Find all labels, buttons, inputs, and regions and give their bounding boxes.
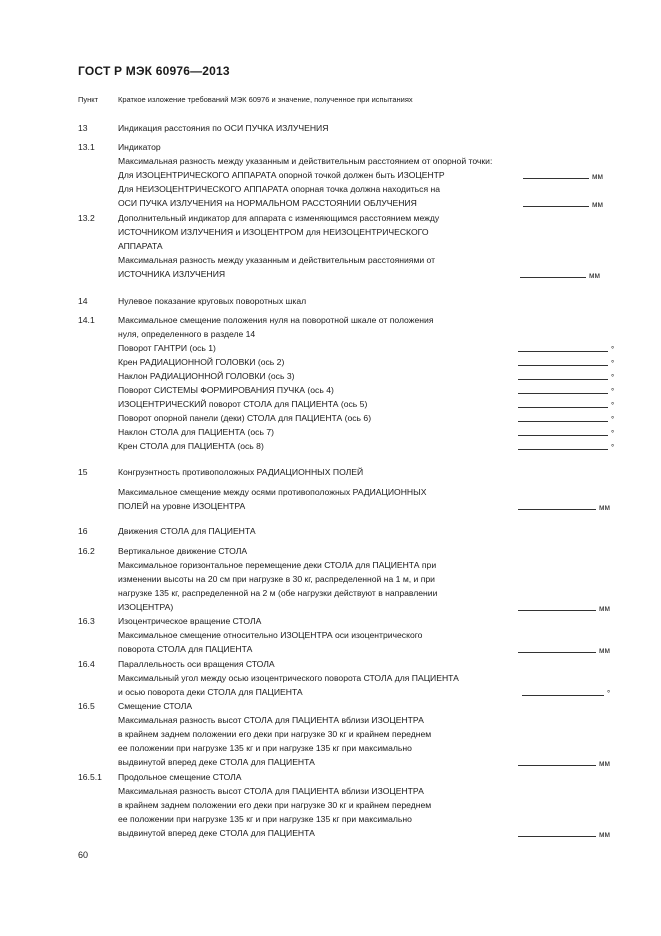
axis-line: ИЗОЦЕНТРИЧЕСКИЙ поворот СТОЛА для ПАЦИЕНТА (ось 5) — [118, 399, 368, 409]
value-field: ° — [518, 427, 614, 438]
text-line: Максимальная разность высот СТОЛА для ПАЦИЕНТА вблизи ИЗОЦЕНТРА — [118, 715, 424, 725]
axis-line: Крен СТОЛА для ПАЦИЕНТА (ось 8) — [118, 441, 264, 451]
text-line: выдвинутой вперед деке СТОЛА для ПАЦИЕНТА — [118, 828, 315, 838]
text-line: Максимальная разность между указанным и действительным расстоянием от опорной точки: — [118, 156, 493, 166]
text-line: нагрузке 135 кг, распределенной на 2 м (обе нагрузки действуют в направлении — [118, 588, 438, 598]
value-field: ° — [518, 385, 614, 396]
text-line: Дополнительный индикатор для аппарата с изменяющимся расстоянием между — [118, 213, 440, 223]
value-field: ° — [518, 413, 614, 424]
value-field: мм — [518, 501, 610, 512]
value-field: мм — [523, 198, 603, 209]
text-line: ПОЛЕЙ на уровне ИЗОЦЕНТРА — [118, 501, 246, 511]
section-heading: Индикация расстояния по ОСИ ПУЧКА ИЗЛУЧЕНИЯ — [118, 123, 329, 133]
item-title: Изоцентрическое вращение СТОЛА — [118, 616, 262, 626]
axis-line: Поворот опорной панели (деки) СТОЛА для ПАЦИЕНТА (ось 6) — [118, 413, 372, 423]
item-title: Параллельность оси вращения СТОЛА — [118, 659, 275, 669]
text-line: ее положении при нагрузке 135 кг и при нагрузке 135 кг при максимально — [118, 743, 412, 753]
document-title: ГОСТ Р МЭК 60976—2013 — [78, 64, 230, 78]
value-field: мм — [518, 828, 610, 839]
value-field: мм — [518, 602, 610, 613]
text-line: Для ИЗОЦЕНТРИЧЕСКОГО АППАРАТА опорной точкой должен быть ИЗОЦЕНТР — [118, 170, 445, 180]
item-title: Индикатор — [118, 142, 161, 152]
text-line: и осью поворота деки СТОЛА для ПАЦИЕНТА — [118, 687, 303, 697]
item-number: 16.4 — [78, 659, 95, 669]
axis-line: Крен РАДИАЦИОННОЙ ГОЛОВКИ (ось 2) — [118, 357, 285, 367]
text-line: выдвинутой вперед деке СТОЛА для ПАЦИЕНТА — [118, 757, 315, 767]
item-number: 13 — [78, 123, 88, 133]
value-field: ° — [522, 687, 610, 698]
item-number: 13.2 — [78, 213, 95, 223]
item-number: 16.2 — [78, 546, 95, 556]
value-field: мм — [520, 269, 600, 280]
value-field: ° — [518, 357, 614, 368]
column-header-item: Пункт — [78, 95, 99, 104]
text-line: поворота СТОЛА для ПАЦИЕНТА — [118, 644, 253, 654]
item-number: 16 — [78, 526, 88, 536]
page-number: 60 — [78, 850, 89, 860]
text-line: в крайнем заднем положении его деки при нагрузке 30 кг и крайнем переднем — [118, 729, 432, 739]
text-line: Максимальное смещение между осями противоположных РАДИАЦИОННЫХ — [118, 487, 427, 497]
item-title: Продольное смещение СТОЛА — [118, 772, 242, 782]
text-line: ИСТОЧНИКА ИЗЛУЧЕНИЯ — [118, 269, 226, 279]
text-line: Для НЕИЗОЦЕНТРИЧЕСКОГО АППАРАТА опорная точка должна находиться на — [118, 184, 441, 194]
text-line: нуля, определенного в разделе 14 — [118, 329, 256, 339]
text-line: ОСИ ПУЧКА ИЗЛУЧЕНИЯ на НОРМАЛЬНОМ РАССТОЯНИИ ОБЛУЧЕНИЯ — [118, 198, 417, 208]
text-line: АППАРАТА — [118, 241, 163, 251]
axis-line: Наклон СТОЛА для ПАЦИЕНТА (ось 7) — [118, 427, 274, 437]
value-field: мм — [518, 644, 610, 655]
text-line: Максимальный угол между осью изоцентрического поворота СТОЛА для ПАЦИЕНТА — [118, 673, 459, 683]
item-number: 15 — [78, 467, 88, 477]
text-line: Максимальная разность высот СТОЛА для ПАЦИЕНТА вблизи ИЗОЦЕНТРА — [118, 786, 424, 796]
text-line: изменении высоты на 20 см при нагрузке в 30 кг, распределенной на 1 м, и при — [118, 574, 435, 584]
axis-line: Поворот СИСТЕМЫ ФОРМИРОВАНИЯ ПУЧКА (ось 4) — [118, 385, 334, 395]
text-line: Максимальная разность между указанным и действительным расстояниями от — [118, 255, 436, 265]
text-line: Максимальное смещение относительно ИЗОЦЕНТРА оси изоцентрического — [118, 630, 423, 640]
item-number: 16.3 — [78, 616, 95, 626]
value-field: мм — [518, 757, 610, 768]
item-number: 16.5.1 — [78, 772, 102, 782]
text-line: Максимальное смещение положения нуля на поворотной шкале от положения — [118, 315, 434, 325]
axis-line: Наклон РАДИАЦИОННОЙ ГОЛОВКИ (ось 3) — [118, 371, 295, 381]
item-number: 16.5 — [78, 701, 95, 711]
value-field: ° — [518, 371, 614, 382]
text-line: ИЗОЦЕНТРА) — [118, 602, 174, 612]
value-field: ° — [518, 343, 614, 354]
text-line: Максимальное горизонтальное перемещение деки СТОЛА для ПАЦИЕНТА при — [118, 560, 437, 570]
section-heading: Движения СТОЛА для ПАЦИЕНТА — [118, 526, 256, 536]
text-line: ее положении при нагрузке 135 кг и при нагрузке 135 кг при максимально — [118, 814, 412, 824]
item-number: 14 — [78, 296, 88, 306]
column-header-description: Краткое изложение требований МЭК 60976 и значение, полученное при испытаниях — [118, 95, 413, 104]
text-line: в крайнем заднем положении его деки при нагрузке 30 кг и крайнем переднем — [118, 800, 432, 810]
value-field: мм — [523, 170, 603, 181]
item-title: Вертикальное движение СТОЛА — [118, 546, 248, 556]
section-heading: Нулевое показание круговых поворотных шкал — [118, 296, 307, 306]
text-line: ИСТОЧНИКОМ ИЗЛУЧЕНИЯ и ИЗОЦЕНТРОМ для НЕИЗОЦЕНТРИЧЕСКОГО — [118, 227, 429, 237]
item-title: Смещение СТОЛА — [118, 701, 193, 711]
value-field: ° — [518, 441, 614, 452]
section-heading: Конгруэнтность противоположных РАДИАЦИОННЫХ ПОЛЕЙ — [118, 467, 364, 477]
value-field: ° — [518, 399, 614, 410]
item-number: 14.1 — [78, 315, 95, 325]
axis-line: Поворот ГАНТРИ (ось 1) — [118, 343, 216, 353]
item-number: 13.1 — [78, 142, 95, 152]
